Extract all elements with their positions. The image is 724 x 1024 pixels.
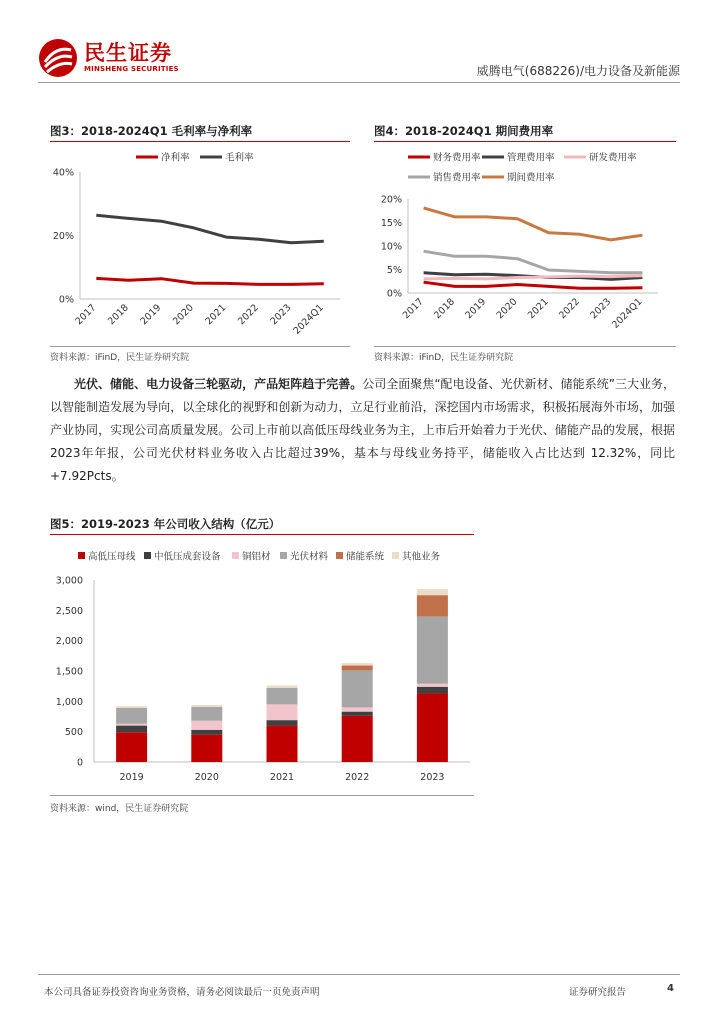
y-tick-label: 500 [64, 727, 83, 739]
bar-segment [191, 705, 222, 707]
figure4-chart [374, 143, 676, 343]
legend-swatch [232, 552, 239, 559]
bar-segment [417, 687, 448, 694]
figure4-title: 图4：2018-2024Q1 期间费用率 [374, 124, 554, 138]
legend-swatch [336, 552, 343, 559]
legend-label: 高低压母线 [88, 551, 136, 563]
y-tick-label: 0 [76, 757, 83, 769]
bar-segment [342, 670, 373, 707]
x-tick-label: 2024Q1 [291, 302, 326, 337]
series-line [96, 215, 323, 243]
figure5-title-divider [50, 534, 474, 535]
y-tick-label: 20% [380, 194, 402, 206]
bar-segment [267, 720, 298, 725]
bar-segment [116, 732, 147, 762]
x-tick-label: 2020 [170, 302, 196, 328]
bar-segment [191, 707, 222, 721]
x-tick-label: 2019 [138, 302, 164, 328]
report-header-title: 威腾电气(688226)/电力设备及新能源 [476, 64, 680, 78]
x-tick-label: 2021 [525, 296, 551, 322]
series-line [96, 278, 323, 284]
header-divider [38, 82, 680, 83]
bar-segment [116, 706, 147, 708]
figure5-source: 资料来源：wind，民生证券研究院 [50, 804, 189, 814]
footer-divider [38, 974, 680, 975]
legend-label: 销售费用率 [433, 172, 481, 184]
x-tick-label: 2019 [463, 296, 489, 322]
legend-swatch [280, 552, 287, 559]
legend-label: 铜铝材 [242, 551, 271, 563]
bar-segment [417, 616, 448, 683]
paragraph-text: 公司全面聚焦“配电设备、光伏新材、储能系统”三大业务，以智能制造发展为导向，以全球化的视野和创新为动力，立足行业前沿，深挖国内市场需求，积极拓展海外市场，加强产业协同，实现公司高质量发展。公司上市前以高低压母线业务为主，上市后开始着力于光伏、储能产品的发展，根据2023年年报，公司光伏材料业务收入占比超过39%，基本与母线业务持平，储能收入占比达到 12.32%，同比+7.92Pcts。 [50, 377, 675, 483]
legend-label: 研发费用率 [589, 152, 637, 164]
y-tick-label: 10% [380, 241, 402, 253]
body-paragraph [50, 373, 675, 488]
legend-label: 中低压成套设备 [154, 551, 221, 563]
legend-label: 光伏材料 [290, 551, 329, 563]
page-number: 4 [667, 983, 674, 994]
bar-segment [267, 726, 298, 762]
bar-segment [417, 693, 448, 762]
figure3-chart [50, 143, 350, 343]
figure4-title-divider [374, 141, 676, 142]
x-tick-label: 2023 [268, 302, 294, 328]
legend-swatch [144, 552, 151, 559]
y-tick-label: 1,500 [55, 666, 83, 678]
legend-swatch [78, 552, 85, 559]
figure5-title: 图5：2019-2023 年公司收入结构（亿元） [50, 517, 281, 531]
x-tick-label: 2022 [557, 296, 582, 322]
figure3-title: 图3：2018-2024Q1 毛利率与净利率 [50, 124, 253, 138]
legend-label: 储能系统 [346, 551, 385, 563]
bar-segment [267, 686, 298, 688]
bar-segment [116, 708, 147, 724]
x-tick-label: 2022 [235, 302, 261, 328]
x-tick-label: 2022 [345, 772, 370, 783]
bar-segment [267, 704, 298, 720]
y-tick-label: 3,000 [55, 575, 83, 587]
x-tick-label: 2017 [400, 296, 426, 322]
logo-chinese-name: 民生证券 [84, 41, 172, 65]
bar-segment [342, 666, 373, 671]
series-line [424, 282, 643, 288]
x-tick-label: 2018 [105, 302, 131, 328]
x-tick-label: 2021 [269, 772, 295, 783]
bar-segment [417, 684, 448, 687]
legend-label: 净利率 [161, 152, 190, 164]
bar-segment [342, 707, 373, 711]
bar-segment [267, 688, 298, 704]
legend-label: 期间费用率 [507, 172, 555, 184]
figure5-chart [50, 536, 474, 792]
y-tick-label: 15% [380, 218, 402, 229]
bar-segment [417, 589, 448, 595]
footer-disclaimer: 本公司具备证券投资咨询业务资格，请务必阅读最后一页免责声明 [44, 987, 320, 998]
bar-segment [191, 721, 222, 730]
x-tick-label: 2020 [494, 296, 520, 322]
y-tick-label: 0% [386, 288, 402, 300]
x-tick-label: 2019 [119, 772, 144, 783]
y-tick-label: 0% [58, 294, 74, 306]
figure5-bottom-divider [50, 795, 474, 796]
x-tick-label: 2020 [194, 772, 219, 783]
bar-segment [116, 726, 147, 733]
page-header [0, 0, 724, 92]
logo-english-name: MINSHENG SECURITIES [84, 65, 179, 73]
bar-segment [191, 730, 222, 735]
minsheng-logo-icon [38, 38, 78, 78]
x-tick-label: 2023 [588, 296, 614, 322]
series-line [424, 251, 643, 273]
bar-segment [417, 595, 448, 616]
y-tick-label: 1,000 [55, 696, 83, 708]
legend-label: 财务费用率 [433, 152, 481, 164]
footer-report-type: 证券研究报告 [568, 987, 626, 998]
x-tick-label: 2021 [203, 302, 229, 328]
paragraph-lead: 光伏、储能、电力设备三轮驱动，产品矩阵趋于完善。 [74, 377, 363, 391]
y-tick-label: 2,000 [55, 636, 83, 648]
figure3-bottom-divider [50, 346, 350, 347]
bar-segment [342, 716, 373, 762]
y-tick-label: 20% [52, 231, 74, 242]
legend-label: 毛利率 [225, 152, 254, 164]
series-line [424, 208, 643, 240]
x-tick-label: 2018 [432, 296, 457, 322]
x-tick-label: 2024Q1 [610, 296, 645, 331]
bar-segment [342, 663, 373, 665]
bar-segment [342, 712, 373, 716]
legend-swatch [392, 552, 399, 559]
company-logo [38, 38, 179, 78]
figure3-title-divider [50, 141, 350, 142]
legend-label: 其他业务 [402, 551, 441, 563]
bar-segment [116, 724, 147, 726]
y-tick-label: 40% [52, 167, 74, 179]
bar-segment [191, 735, 222, 762]
legend-label: 管理费用率 [507, 152, 555, 164]
y-tick-label: 5% [386, 265, 402, 276]
x-tick-label: 2023 [420, 772, 445, 783]
figure4-source: 资料来源：iFinD，民生证券研究院 [374, 353, 514, 363]
figure4-bottom-divider [374, 346, 676, 347]
y-tick-label: 2,500 [55, 605, 83, 617]
x-tick-label: 2017 [73, 302, 99, 328]
figure3-source: 资料来源：iFinD，民生证券研究院 [50, 353, 190, 363]
